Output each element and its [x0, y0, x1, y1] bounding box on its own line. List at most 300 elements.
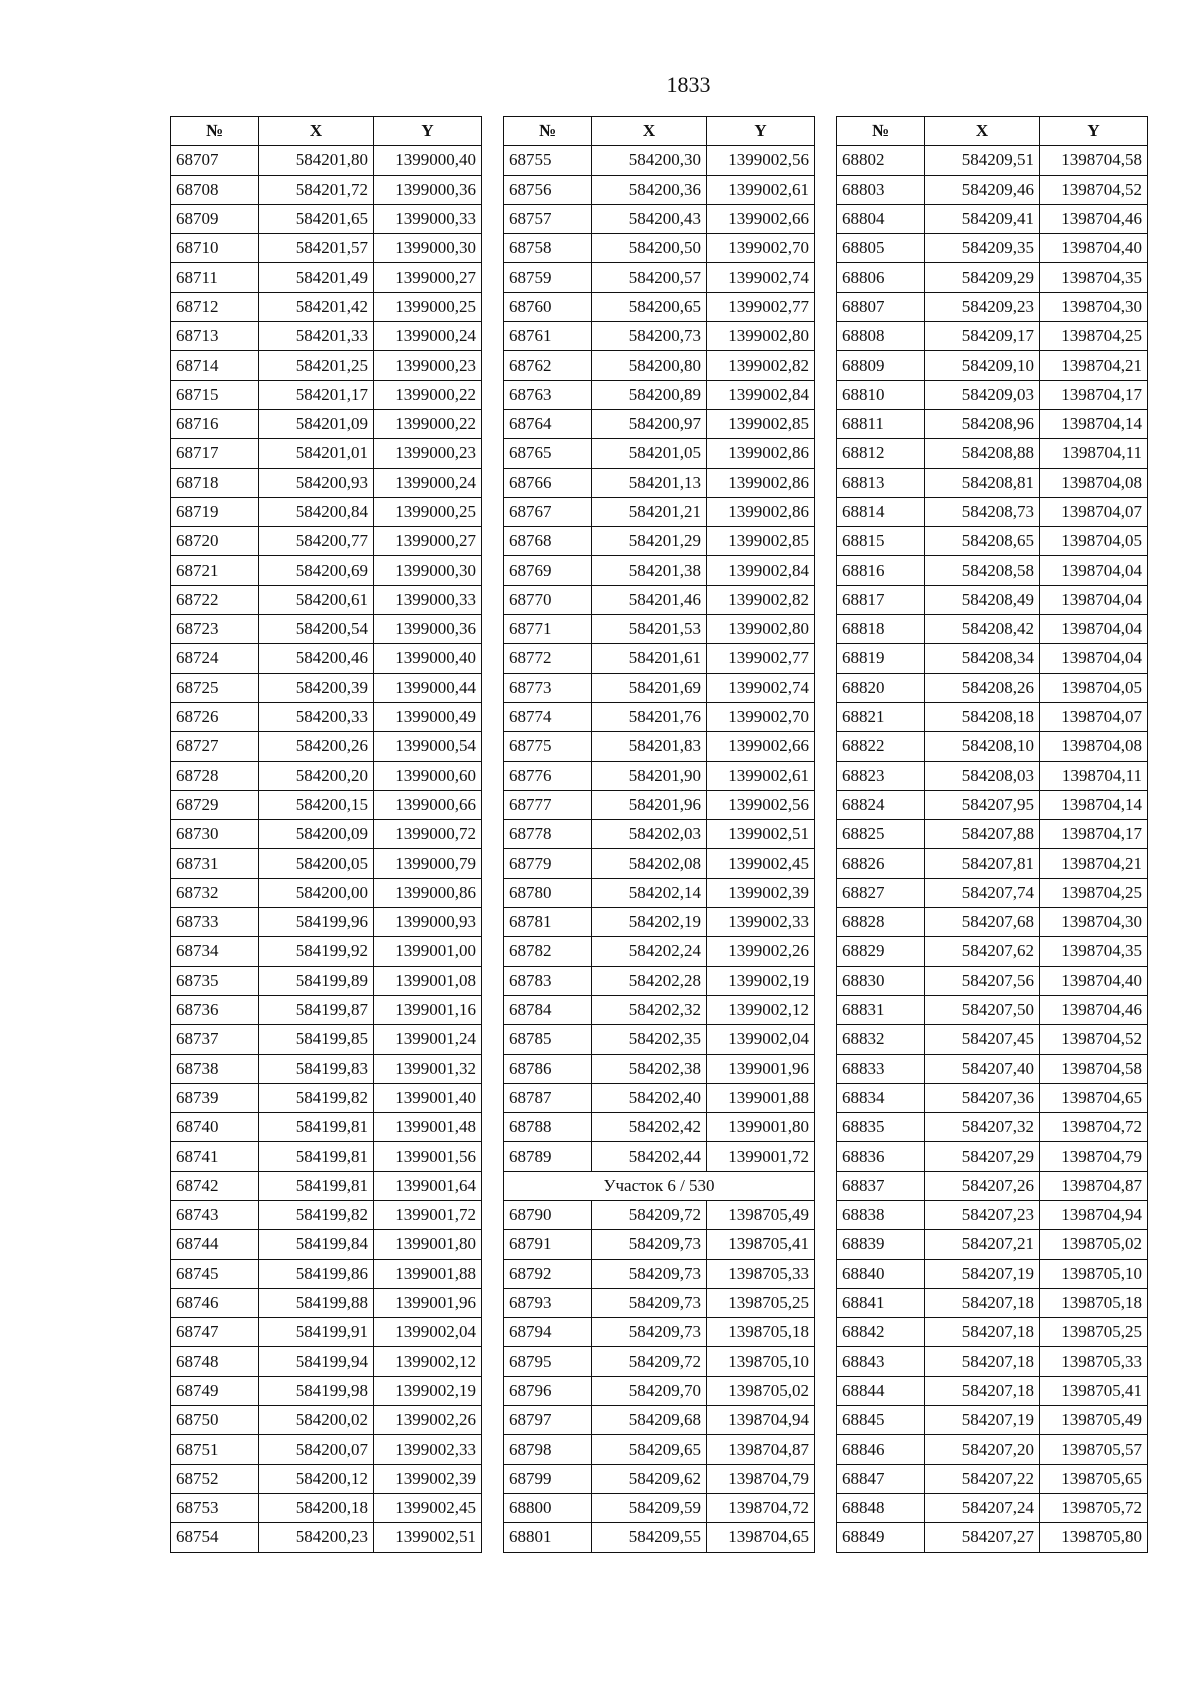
table-row [504, 351, 815, 380]
y-coordinate-cell: 1399001,56 [374, 1142, 482, 1171]
y-coordinate-cell: 1399002,86 [707, 497, 815, 526]
x-coordinate-cell: 584209,17 [925, 322, 1040, 351]
table-row [171, 878, 482, 907]
x-coordinate-cell: 584199,81 [259, 1113, 374, 1142]
table-row [171, 1142, 482, 1171]
point-number-cell: 68804 [837, 204, 925, 233]
point-number-cell: 68741 [171, 1142, 259, 1171]
table-row [837, 790, 1148, 819]
y-coordinate-cell: 1399002,74 [707, 263, 815, 292]
point-number-cell: 68718 [171, 468, 259, 497]
point-number-cell: 68819 [837, 644, 925, 673]
column-header-x: X [592, 117, 707, 146]
y-coordinate-cell: 1398705,25 [1040, 1318, 1148, 1347]
table-row [504, 1523, 815, 1552]
column-header-y: Y [1040, 117, 1148, 146]
point-number-cell: 68732 [171, 878, 259, 907]
table-row [171, 409, 482, 438]
y-coordinate-cell: 1399002,66 [707, 732, 815, 761]
point-number-cell: 68709 [171, 204, 259, 233]
y-coordinate-cell: 1399001,24 [374, 1025, 482, 1054]
y-coordinate-cell: 1398704,94 [1040, 1200, 1148, 1229]
table-row [837, 1523, 1148, 1552]
table-row [171, 673, 482, 702]
y-coordinate-cell: 1398704,52 [1040, 1025, 1148, 1054]
table-row [837, 1318, 1148, 1347]
table-row [837, 497, 1148, 526]
x-coordinate-cell: 584200,07 [259, 1435, 374, 1464]
point-number-cell: 68728 [171, 761, 259, 790]
y-coordinate-cell: 1399002,85 [707, 527, 815, 556]
point-number-cell: 68794 [504, 1318, 592, 1347]
x-coordinate-cell: 584201,61 [592, 644, 707, 673]
point-number-cell: 68710 [171, 234, 259, 263]
x-coordinate-cell: 584200,33 [259, 702, 374, 731]
table-row [837, 556, 1148, 585]
y-coordinate-cell: 1399002,80 [707, 322, 815, 351]
y-coordinate-cell: 1399002,77 [707, 292, 815, 321]
point-number-cell: 68743 [171, 1200, 259, 1229]
x-coordinate-cell: 584201,29 [592, 527, 707, 556]
y-coordinate-cell: 1399000,44 [374, 673, 482, 702]
table-row [171, 1406, 482, 1435]
y-coordinate-cell: 1399001,32 [374, 1054, 482, 1083]
point-number-cell: 68753 [171, 1493, 259, 1522]
column-header-no: № [504, 117, 592, 146]
point-number-cell: 68813 [837, 468, 925, 497]
x-coordinate-cell: 584207,32 [925, 1113, 1040, 1142]
point-number-cell: 68835 [837, 1113, 925, 1142]
x-coordinate-cell: 584199,96 [259, 908, 374, 937]
x-coordinate-cell: 584201,25 [259, 351, 374, 380]
table-row [504, 1493, 815, 1522]
table-row [171, 790, 482, 819]
y-coordinate-cell: 1399001,88 [707, 1083, 815, 1112]
table-row [837, 673, 1148, 702]
point-number-cell: 68750 [171, 1406, 259, 1435]
y-coordinate-cell: 1398704,17 [1040, 820, 1148, 849]
point-number-cell: 68808 [837, 322, 925, 351]
point-number-cell: 68812 [837, 439, 925, 468]
y-coordinate-cell: 1398704,40 [1040, 966, 1148, 995]
x-coordinate-cell: 584207,62 [925, 937, 1040, 966]
table-row [171, 1054, 482, 1083]
table-header-row [837, 117, 1148, 146]
point-number-cell: 68755 [504, 146, 592, 175]
point-number-cell: 68802 [837, 146, 925, 175]
table-row [504, 1054, 815, 1083]
point-number-cell: 68824 [837, 790, 925, 819]
table-row [171, 175, 482, 204]
table-row [504, 908, 815, 937]
y-coordinate-cell: 1398705,18 [1040, 1288, 1148, 1317]
y-coordinate-cell: 1398704,04 [1040, 585, 1148, 614]
y-coordinate-cell: 1399000,49 [374, 702, 482, 731]
point-number-cell: 68740 [171, 1113, 259, 1142]
y-coordinate-cell: 1398704,72 [1040, 1113, 1148, 1142]
x-coordinate-cell: 584201,33 [259, 322, 374, 351]
table-row [837, 1025, 1148, 1054]
table-row [171, 820, 482, 849]
y-coordinate-cell: 1399002,61 [707, 761, 815, 790]
x-coordinate-cell: 584202,08 [592, 849, 707, 878]
y-coordinate-cell: 1399000,79 [374, 849, 482, 878]
x-coordinate-cell: 584207,24 [925, 1493, 1040, 1522]
y-coordinate-cell: 1399000,22 [374, 409, 482, 438]
x-coordinate-cell: 584201,21 [592, 497, 707, 526]
point-number-cell: 68822 [837, 732, 925, 761]
x-coordinate-cell: 584207,74 [925, 878, 1040, 907]
y-coordinate-cell: 1399002,70 [707, 234, 815, 263]
table-row [837, 1142, 1148, 1171]
point-number-cell: 68775 [504, 732, 592, 761]
x-coordinate-cell: 584200,97 [592, 409, 707, 438]
table-row [171, 1464, 482, 1493]
table-row [837, 1171, 1148, 1200]
point-number-cell: 68746 [171, 1288, 259, 1317]
x-coordinate-cell: 584200,05 [259, 849, 374, 878]
table-row [504, 732, 815, 761]
coordinates-table-1 [170, 116, 482, 1553]
y-coordinate-cell: 1399001,16 [374, 995, 482, 1024]
point-number-cell: 68769 [504, 556, 592, 585]
x-coordinate-cell: 584200,09 [259, 820, 374, 849]
y-coordinate-cell: 1398704,52 [1040, 175, 1148, 204]
y-coordinate-cell: 1398704,08 [1040, 468, 1148, 497]
y-coordinate-cell: 1398704,11 [1040, 761, 1148, 790]
table-row [171, 1259, 482, 1288]
table-row [504, 820, 815, 849]
table-row [504, 468, 815, 497]
x-coordinate-cell: 584201,57 [259, 234, 374, 263]
y-coordinate-cell: 1399002,82 [707, 585, 815, 614]
x-coordinate-cell: 584200,61 [259, 585, 374, 614]
point-number-cell: 68848 [837, 1493, 925, 1522]
y-coordinate-cell: 1399002,84 [707, 380, 815, 409]
y-coordinate-cell: 1398704,72 [707, 1493, 815, 1522]
x-coordinate-cell: 584207,29 [925, 1142, 1040, 1171]
y-coordinate-cell: 1398705,33 [707, 1259, 815, 1288]
point-number-cell: 68744 [171, 1230, 259, 1259]
y-coordinate-cell: 1399000,40 [374, 644, 482, 673]
y-coordinate-cell: 1398704,21 [1040, 351, 1148, 380]
y-coordinate-cell: 1399001,72 [374, 1200, 482, 1229]
point-number-cell: 68752 [171, 1464, 259, 1493]
point-number-cell: 68765 [504, 439, 592, 468]
x-coordinate-cell: 584207,95 [925, 790, 1040, 819]
table-row [837, 527, 1148, 556]
x-coordinate-cell: 584201,38 [592, 556, 707, 585]
x-coordinate-cell: 584200,84 [259, 497, 374, 526]
x-coordinate-cell: 584201,42 [259, 292, 374, 321]
point-number-cell: 68738 [171, 1054, 259, 1083]
x-coordinate-cell: 584207,22 [925, 1464, 1040, 1493]
y-coordinate-cell: 1399002,33 [707, 908, 815, 937]
y-coordinate-cell: 1398704,79 [1040, 1142, 1148, 1171]
x-coordinate-cell: 584209,29 [925, 263, 1040, 292]
y-coordinate-cell: 1399000,36 [374, 175, 482, 204]
point-number-cell: 68833 [837, 1054, 925, 1083]
point-number-cell: 68734 [171, 937, 259, 966]
x-coordinate-cell: 584207,26 [925, 1171, 1040, 1200]
table-row [504, 1259, 815, 1288]
x-coordinate-cell: 584200,54 [259, 615, 374, 644]
x-coordinate-cell: 584200,36 [592, 175, 707, 204]
x-coordinate-cell: 584209,72 [592, 1347, 707, 1376]
coordinates-table-2 [503, 116, 815, 1553]
table-row [837, 1464, 1148, 1493]
y-coordinate-cell: 1398704,14 [1040, 409, 1148, 438]
y-coordinate-cell: 1398704,21 [1040, 849, 1148, 878]
y-coordinate-cell: 1399002,12 [374, 1347, 482, 1376]
point-number-cell: 68760 [504, 292, 592, 321]
x-coordinate-cell: 584209,41 [925, 204, 1040, 233]
x-coordinate-cell: 584207,50 [925, 995, 1040, 1024]
x-coordinate-cell: 584207,68 [925, 908, 1040, 937]
x-coordinate-cell: 584201,72 [259, 175, 374, 204]
y-coordinate-cell: 1398704,40 [1040, 234, 1148, 263]
table-row [504, 1435, 815, 1464]
table-row [837, 849, 1148, 878]
coordinates-table-3 [836, 116, 1148, 1553]
table-row [504, 1376, 815, 1405]
table-row [837, 1435, 1148, 1464]
y-coordinate-cell: 1399000,30 [374, 234, 482, 263]
table-row [171, 1523, 482, 1552]
point-number-cell: 68811 [837, 409, 925, 438]
point-number-cell: 68708 [171, 175, 259, 204]
y-coordinate-cell: 1399000,27 [374, 527, 482, 556]
x-coordinate-cell: 584199,85 [259, 1025, 374, 1054]
x-coordinate-cell: 584201,17 [259, 380, 374, 409]
table-row [171, 1171, 482, 1200]
y-coordinate-cell: 1398704,94 [707, 1406, 815, 1435]
table-row [504, 146, 815, 175]
x-coordinate-cell: 584208,42 [925, 615, 1040, 644]
table-row [837, 1347, 1148, 1376]
x-coordinate-cell: 584209,46 [925, 175, 1040, 204]
point-number-cell: 68845 [837, 1406, 925, 1435]
x-coordinate-cell: 584207,18 [925, 1288, 1040, 1317]
point-number-cell: 68807 [837, 292, 925, 321]
point-number-cell: 68801 [504, 1523, 592, 1552]
point-number-cell: 68828 [837, 908, 925, 937]
y-coordinate-cell: 1398704,05 [1040, 673, 1148, 702]
table-row [837, 966, 1148, 995]
x-coordinate-cell: 584199,81 [259, 1171, 374, 1200]
x-coordinate-cell: 584209,10 [925, 351, 1040, 380]
table-row [837, 908, 1148, 937]
table-row [837, 1259, 1148, 1288]
y-coordinate-cell: 1398705,49 [707, 1200, 815, 1229]
table-row [504, 966, 815, 995]
table-row [171, 263, 482, 292]
point-number-cell: 68799 [504, 1464, 592, 1493]
table-row [837, 585, 1148, 614]
x-coordinate-cell: 584202,24 [592, 937, 707, 966]
y-coordinate-cell: 1399000,23 [374, 351, 482, 380]
point-number-cell: 68776 [504, 761, 592, 790]
point-number-cell: 68821 [837, 702, 925, 731]
table-row [837, 234, 1148, 263]
point-number-cell: 68831 [837, 995, 925, 1024]
x-coordinate-cell: 584201,53 [592, 615, 707, 644]
y-coordinate-cell: 1399002,80 [707, 615, 815, 644]
point-number-cell: 68780 [504, 878, 592, 907]
point-number-cell: 68761 [504, 322, 592, 351]
y-coordinate-cell: 1399000,25 [374, 497, 482, 526]
y-coordinate-cell: 1399000,30 [374, 556, 482, 585]
x-coordinate-cell: 584200,89 [592, 380, 707, 409]
point-number-cell: 68763 [504, 380, 592, 409]
table-row [171, 322, 482, 351]
table-row [837, 322, 1148, 351]
table-row [171, 1347, 482, 1376]
table-row [171, 1113, 482, 1142]
y-coordinate-cell: 1399001,00 [374, 937, 482, 966]
x-coordinate-cell: 584207,19 [925, 1406, 1040, 1435]
table-row [837, 468, 1148, 497]
table-row [171, 937, 482, 966]
x-coordinate-cell: 584207,18 [925, 1376, 1040, 1405]
y-coordinate-cell: 1399002,74 [707, 673, 815, 702]
y-coordinate-cell: 1399000,25 [374, 292, 482, 321]
point-number-cell: 68714 [171, 351, 259, 380]
y-coordinate-cell: 1399002,12 [707, 995, 815, 1024]
point-number-cell: 68745 [171, 1259, 259, 1288]
table-row [171, 527, 482, 556]
y-coordinate-cell: 1398704,79 [707, 1464, 815, 1493]
table-row [504, 380, 815, 409]
point-number-cell: 68838 [837, 1200, 925, 1229]
point-number-cell: 68842 [837, 1318, 925, 1347]
point-number-cell: 68742 [171, 1171, 259, 1200]
x-coordinate-cell: 584200,12 [259, 1464, 374, 1493]
x-coordinate-cell: 584209,59 [592, 1493, 707, 1522]
table-row [504, 761, 815, 790]
table-row [171, 761, 482, 790]
y-coordinate-cell: 1399000,27 [374, 263, 482, 292]
y-coordinate-cell: 1399002,56 [707, 146, 815, 175]
x-coordinate-cell: 584209,55 [592, 1523, 707, 1552]
y-coordinate-cell: 1399002,85 [707, 409, 815, 438]
table-row [504, 702, 815, 731]
table-row [837, 1113, 1148, 1142]
y-coordinate-cell: 1398704,17 [1040, 380, 1148, 409]
x-coordinate-cell: 584202,28 [592, 966, 707, 995]
point-number-cell: 68762 [504, 351, 592, 380]
point-number-cell: 68834 [837, 1083, 925, 1112]
y-coordinate-cell: 1399002,19 [707, 966, 815, 995]
x-coordinate-cell: 584207,56 [925, 966, 1040, 995]
table-row [171, 908, 482, 937]
x-coordinate-cell: 584209,73 [592, 1230, 707, 1259]
point-number-cell: 68816 [837, 556, 925, 585]
point-number-cell: 68820 [837, 673, 925, 702]
y-coordinate-cell: 1399002,04 [707, 1025, 815, 1054]
x-coordinate-cell: 584207,19 [925, 1259, 1040, 1288]
table-row [171, 204, 482, 233]
y-coordinate-cell: 1398704,07 [1040, 702, 1148, 731]
table-row [171, 849, 482, 878]
y-coordinate-cell: 1398704,46 [1040, 995, 1148, 1024]
x-coordinate-cell: 584199,91 [259, 1318, 374, 1347]
y-coordinate-cell: 1398705,02 [1040, 1230, 1148, 1259]
point-number-cell: 68767 [504, 497, 592, 526]
x-coordinate-cell: 584208,26 [925, 673, 1040, 702]
table-row [504, 409, 815, 438]
point-number-cell: 68810 [837, 380, 925, 409]
x-coordinate-cell: 584199,84 [259, 1230, 374, 1259]
y-coordinate-cell: 1399002,86 [707, 468, 815, 497]
y-coordinate-cell: 1398704,35 [1040, 937, 1148, 966]
y-coordinate-cell: 1398704,07 [1040, 497, 1148, 526]
y-coordinate-cell: 1398704,65 [1040, 1083, 1148, 1112]
table-row [504, 1230, 815, 1259]
point-number-cell: 68797 [504, 1406, 592, 1435]
table-row [837, 878, 1148, 907]
table-row [171, 439, 482, 468]
point-number-cell: 68771 [504, 615, 592, 644]
point-number-cell: 68748 [171, 1347, 259, 1376]
point-number-cell: 68818 [837, 615, 925, 644]
table-row [837, 1493, 1148, 1522]
table-row [504, 878, 815, 907]
point-number-cell: 68779 [504, 849, 592, 878]
table-row [837, 1230, 1148, 1259]
table-row [171, 1376, 482, 1405]
point-number-cell: 68715 [171, 380, 259, 409]
x-coordinate-cell: 584209,35 [925, 234, 1040, 263]
table-row [837, 702, 1148, 731]
y-coordinate-cell: 1399001,40 [374, 1083, 482, 1112]
point-number-cell: 68806 [837, 263, 925, 292]
y-coordinate-cell: 1399001,48 [374, 1113, 482, 1142]
table-row [171, 468, 482, 497]
point-number-cell: 68843 [837, 1347, 925, 1376]
y-coordinate-cell: 1399002,70 [707, 702, 815, 731]
point-number-cell: 68758 [504, 234, 592, 263]
point-number-cell: 68789 [504, 1142, 592, 1171]
y-coordinate-cell: 1399002,84 [707, 556, 815, 585]
point-number-cell: 68795 [504, 1347, 592, 1376]
column-header-y: Y [707, 117, 815, 146]
x-coordinate-cell: 584207,21 [925, 1230, 1040, 1259]
x-coordinate-cell: 584201,76 [592, 702, 707, 731]
table-row [837, 204, 1148, 233]
y-coordinate-cell: 1398704,11 [1040, 439, 1148, 468]
x-coordinate-cell: 584200,46 [259, 644, 374, 673]
table-row [171, 351, 482, 380]
table-row [504, 849, 815, 878]
x-coordinate-cell: 584207,45 [925, 1025, 1040, 1054]
point-number-cell: 68839 [837, 1230, 925, 1259]
x-coordinate-cell: 584208,10 [925, 732, 1040, 761]
x-coordinate-cell: 584207,88 [925, 820, 1040, 849]
x-coordinate-cell: 584209,73 [592, 1259, 707, 1288]
y-coordinate-cell: 1399002,26 [374, 1406, 482, 1435]
table-row [171, 702, 482, 731]
table-row [171, 644, 482, 673]
x-coordinate-cell: 584199,86 [259, 1259, 374, 1288]
y-coordinate-cell: 1398704,46 [1040, 204, 1148, 233]
table-row [171, 1200, 482, 1229]
y-coordinate-cell: 1399000,33 [374, 585, 482, 614]
x-coordinate-cell: 584208,34 [925, 644, 1040, 673]
table-row [504, 1083, 815, 1112]
point-number-cell: 68727 [171, 732, 259, 761]
x-coordinate-cell: 584200,18 [259, 1493, 374, 1522]
